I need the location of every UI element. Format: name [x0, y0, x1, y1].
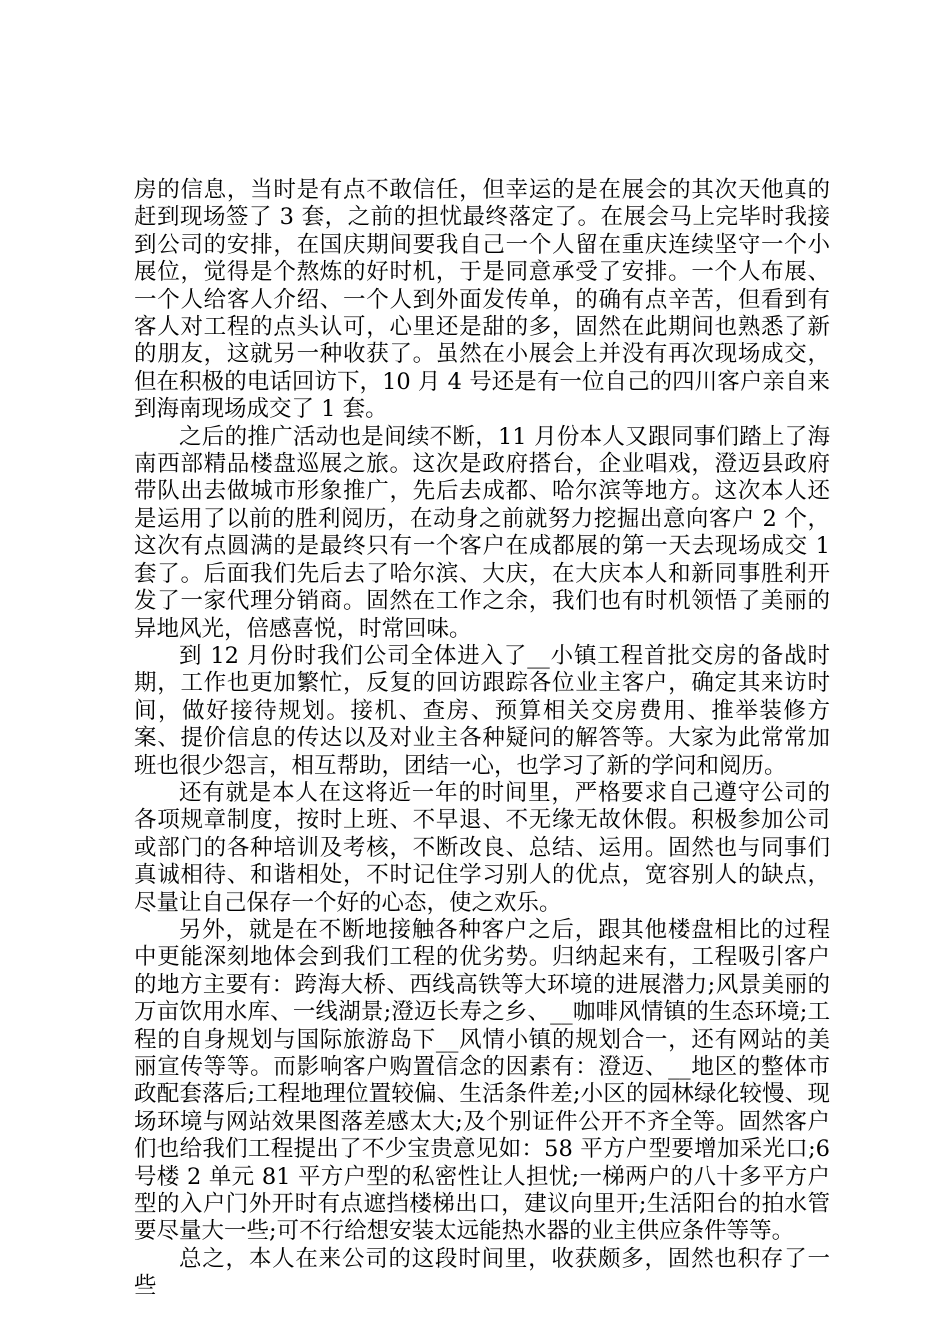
paragraph-4: 还有就是本人在这将近一年的时间里，严格要求自己遵守公司的各项规章制度，按时上班、不早退、不无缘无故休假。积极参加公司或部门的各种培训及考核，不断改良、总结、运用。固然也与同事们真诚相待、和谐相处，不时记住学习别人的优点，宽容别人的缺点，尽量让自己保存一个好的心态，使之欢乐。 — [134, 779, 830, 916]
paragraph-5: 另外，就是在不断地接触各种客户之后，跟其他楼盘相比的过程中更能深刻地体会到我们工程的优劣势。归纳起来有，工程吸引客户的地方主要有：跨海大桥、西线高铁等大环境的进展潜力;风景美丽的万亩饮用水库、一线湖景;澄迈长寿之乡、__咖啡风情镇的生态环境;工程的自身规划与国际旅游岛下__风情小镇的规划合一，还有网站的美丽宣传等等。而影响客户购置信念的因素有：澄迈、__地区的整体市政配套落后;工程地理位置较偏、生活条件差;小区的园林绿化较慢、现场环境与网站效果图落差感太大;及个别证件公开不齐全等。固然客户们也给我们工程提出了不少宝贵意见如：58 平方户型要增加采光口;6 号楼 2 单元 81 平方户型的私密性让人担忧;一梯两户的八十多平方户型的入户门外开时有点遮挡楼梯出口，建议向里开;生活阳台的拍水管要尽量大一些;可不行给想安装太远能热水器的业主供应条件等等。 — [134, 916, 830, 1245]
paragraph-6: 总之，本人在来公司的这段时间里，收获颇多，固然也积存了一些 — [134, 1245, 830, 1300]
paragraph-3: 到 12 月份时我们公司全体进入了__小镇工程首批交房的备战时期，工作也更加繁忙，反复的回访跟踪各位业主客户，确定其来访时间，做好接待规划。接机、查房、预算相关交房费用、推举装修方案、提价信息的传达以及对业主各种疑问的解答等。大家为此常常加班也很少怨言，相互帮助，团结一心，也学习了新的学问和阅历。 — [134, 642, 830, 779]
paragraph-2: 之后的推广活动也是间续不断，11 月份本人又跟同事们踏上了海南西部精品楼盘巡展之旅。这次是政府搭台，企业唱戏，澄迈县政府带队出去做城市形象推广，先后去成都、哈尔滨等地方。这次本人还是运用了以前的胜利阅历，在动身之前就努力挖掘出意向客户 2 个，这次有点圆满的是最终只有一个客户在成都展的第一天去现场成交 1 套了。后面我们先后去了哈尔滨、大庆，在大庆本人和新同事胜利开发了一家代理分销商。固然在工作之余，我们也有时机领悟了美丽的异地风光，倍感喜悦，时常回味。 — [134, 423, 830, 642]
document-body — [134, 177, 830, 1301]
paragraph-1: 房的信息，当时是有点不敢信任，但幸运的是在展会的其次天他真的赶到现场签了 3 套，之前的担忧最终落定了。在展会马上完毕时我接到公司的安排，在国庆期间要我自己一个人留在重庆连续坚守一个小展位，觉得是个熬炼的好时机，于是同意承受了安排。一个人布展、一个人给客人介绍、一个人到外面发传单，的确有点辛苦，但看到有客人对工程的点头认可，心里还是甜的多，固然在此期间也熟悉了新的朋友，这就另一种收获了。虽然在小展会上并没有再次现场成交，但在积极的电话回访下，10 月 4 号还是有一位自己的四川客户亲自来到海南现场成交了 1 套。 — [134, 177, 830, 423]
